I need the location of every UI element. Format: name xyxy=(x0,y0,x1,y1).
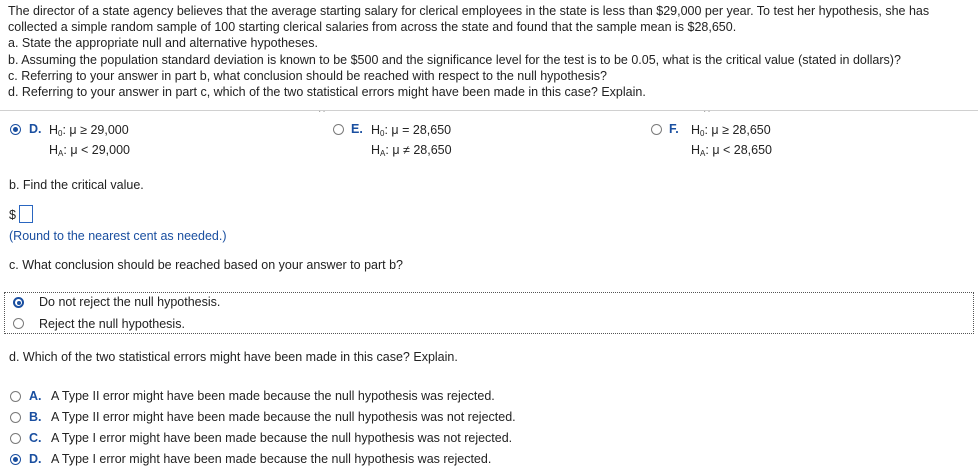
problem-part-b: b. Assuming the population standard deviation is known to be $500 and the significance level for the test is to be 0.05, what is the critical value (stated in dollars)? xyxy=(8,52,901,67)
section-divider xyxy=(0,110,978,111)
rounding-hint: (Round to the nearest cent as needed.) xyxy=(9,229,227,243)
truncation-dots: ·· xyxy=(703,106,712,117)
option-label: A Type I error might have been made because the null hypothesis was rejected. xyxy=(51,452,492,466)
hypothesis-pair: $H_0$: μ ≥ 28,650 $H_A$: μ < 28,650 xyxy=(691,123,773,158)
radio-icon[interactable] xyxy=(651,124,662,135)
radio-selected-icon[interactable] xyxy=(13,297,24,308)
option-letter: B. xyxy=(29,410,42,424)
hypothesis-pair: $H_0$: μ ≥ 29,000 $H_A$: μ < 29,000 xyxy=(49,123,131,158)
radio-selected-icon[interactable] xyxy=(10,124,21,135)
problem-part-d: d. Referring to your answer in part c, which of the two statistical errors might have been made in this case? Explain. xyxy=(8,85,646,100)
radio-selected-icon[interactable] xyxy=(10,454,21,465)
option-label: A Type II error might have been made because the null hypothesis was not rejected. xyxy=(51,410,516,424)
option-letter: D. xyxy=(29,452,42,466)
radio-icon[interactable] xyxy=(13,318,24,329)
problem-text: The director of a state agency believes that the average starting salary for clerical employees in the state is less than $29,000 per year. To test her hypothesis, she has collected a simple random sample of 100 starting clerical salaries from across the state and found that the sample mean is $28,650. xyxy=(8,4,930,35)
radio-icon[interactable] xyxy=(333,124,344,135)
radio-icon[interactable] xyxy=(10,412,21,423)
currency-symbol: $ xyxy=(9,208,16,222)
radio-icon[interactable] xyxy=(10,433,21,444)
problem-statement xyxy=(8,3,972,100)
critical-value-input[interactable] xyxy=(19,205,33,223)
option-letter: C. xyxy=(29,431,42,445)
option-letter: E. xyxy=(351,122,363,136)
option-label: Reject the null hypothesis. xyxy=(39,317,185,331)
hypothesis-pair: $H_0$: μ = 28,650 $H_A$: μ ≠ 28,650 xyxy=(371,123,452,158)
problem-part-a: a. State the appropriate null and alternative hypotheses. xyxy=(8,36,318,51)
option-label: Do not reject the null hypothesis. xyxy=(39,295,221,309)
part-d-prompt: d. Which of the two statistical errors might have been made in this case? Explain. xyxy=(9,350,458,364)
problem-part-c: c. Referring to your answer in part b, what conclusion should be reached with respect to the null hypothesis? xyxy=(8,68,607,83)
option-letter: D. xyxy=(29,122,42,136)
truncation-dots: ·· xyxy=(318,106,327,117)
part-b-prompt: b. Find the critical value. xyxy=(9,178,144,192)
option-label: A Type I error might have been made because the null hypothesis was not rejected. xyxy=(51,431,513,445)
option-letter: F. xyxy=(669,122,679,136)
radio-icon[interactable] xyxy=(10,391,21,402)
part-c-prompt: c. What conclusion should be reached based on your answer to part b? xyxy=(9,258,403,272)
option-label: A Type II error might have been made because the null hypothesis was rejected. xyxy=(51,389,495,403)
option-letter: A. xyxy=(29,389,42,403)
